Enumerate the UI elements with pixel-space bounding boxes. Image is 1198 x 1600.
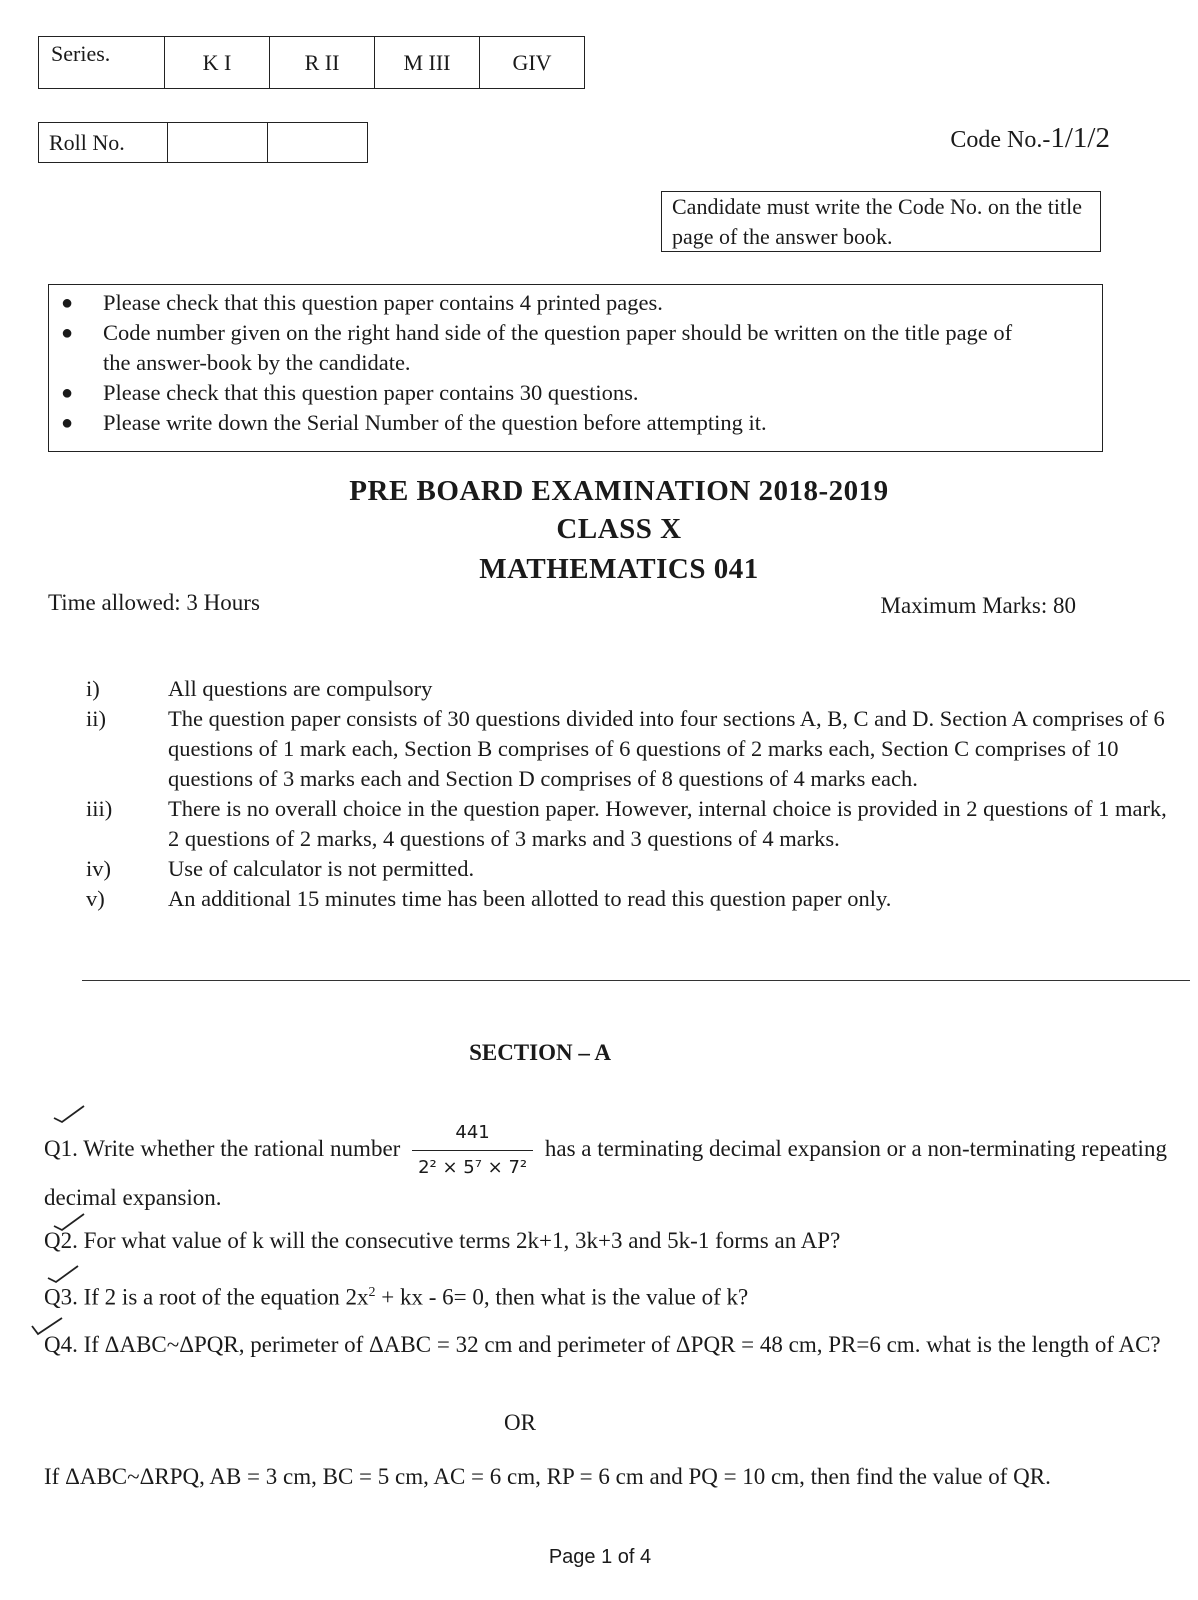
- fraction-numerator: 441: [455, 1122, 490, 1143]
- instruction-item: ● Please write down the Serial Number of the question before attempting it.: [49, 408, 1102, 438]
- tick-mark-icon: [46, 1264, 80, 1284]
- instructions-box: [48, 284, 1103, 452]
- candidate-note-box: Candidate must write the Code No. on the title page of the answer book.: [661, 191, 1101, 252]
- roll-number-box-2: [268, 123, 368, 163]
- question-4: Q4. If ΔABC~ΔPQR, perimeter of ΔABC = 32 cm and perimeter of ΔPQR = 48 cm, PR=6 cm. what is the length of AC?: [44, 1332, 1161, 1357]
- instruction-item: ● Code number given on the right hand side of the question paper should be written on the title page of the answer-book by the candidate.: [61, 320, 1013, 375]
- bullet-icon: ●: [61, 292, 74, 314]
- tick-mark-icon: [52, 1212, 86, 1232]
- question-1-tail: has a terminating decimal expansion or a non-terminating repeating decimal expansion.: [44, 1135, 1167, 1210]
- roll-number-table: [38, 122, 368, 163]
- general-instruction-row: iv) Use of calculator is not permitted.: [86, 856, 475, 881]
- series-code-3: M III: [375, 37, 480, 89]
- question-3: Q3. If 2 is a root of the equation $2x^2$ + kx - 6= 0, then what is the value of k?: [44, 1284, 749, 1310]
- code-number-value: 1/1/2: [1050, 122, 1110, 154]
- time-allowed: Time allowed: 3 Hours: [48, 590, 260, 615]
- roll-number-box-1: [168, 123, 268, 163]
- tick-mark-icon: [52, 1104, 86, 1124]
- series-code-4: GIV: [480, 37, 585, 89]
- general-instruction-row: ii) The question paper consists of 30 questions divided into four sections A, B, C and D. Section A comprises of 6 questions of 1 mark each, Section B comprises of 6 questions of 2 marks each, Section C comprises of 10 questions of 3 marks each and Section D comprises of 8 questions of 4 marks each.: [86, 706, 1165, 791]
- code-number: [950, 122, 1110, 155]
- instruction-item: ● Please check that this question paper contains 30 questions.: [49, 378, 1102, 408]
- general-instruction-row: v) An additional 15 minutes time has been allotted to read this question paper only.: [86, 886, 892, 911]
- bullet-icon: ●: [61, 382, 74, 404]
- general-instruction-row: i) All questions are compulsory: [86, 676, 433, 701]
- general-instructions: [86, 674, 1171, 914]
- series-code-2: R II: [270, 37, 375, 89]
- or-separator: OR: [504, 1410, 536, 1435]
- bullet-icon: ●: [61, 412, 74, 434]
- series-code-1: K I: [165, 37, 270, 89]
- bullet-icon: ●: [61, 322, 74, 344]
- fraction: [412, 1118, 533, 1183]
- code-number-label: Code No.-: [950, 127, 1051, 153]
- general-instruction-row: iii) There is no overall choice in the question paper. However, internal choice is provided in 2 questions of 1 mark, 2 questions of 2 marks, 4 questions of 3 marks and 3 questions of 4 marks.: [86, 796, 1167, 851]
- instruction-item: ● Please check that this question paper contains 4 printed pages.: [49, 288, 1102, 318]
- roll-number-label: Roll No.: [39, 123, 168, 163]
- question-2: Q2. For what value of k will the consecutive terms 2k+1, 3k+3 and 5k-1 forms an AP?: [44, 1228, 841, 1253]
- question-1: [44, 1118, 1179, 1213]
- series-table: [38, 36, 585, 89]
- series-label: Series.: [39, 37, 165, 89]
- page-footer: Page 1 of 4: [548, 1546, 652, 1568]
- question-1-lead: Q1. Write whether the rational number: [44, 1135, 401, 1161]
- subject-title: MATHEMATICS 041: [479, 553, 759, 585]
- divider-line: [82, 980, 1190, 981]
- section-heading: SECTION – A: [469, 1040, 611, 1065]
- exam-title: PRE BOARD EXAMINATION 2018-2019: [349, 475, 889, 507]
- question-4-alternative: If ΔABC~ΔRPQ, AB = 3 cm, BC = 5 cm, AC = 6 cm, RP = 6 cm and PQ = 10 cm, then find the value of QR.: [44, 1464, 1051, 1489]
- class-title: CLASS X: [556, 513, 682, 545]
- fraction-denominator: 2² × 5⁷ × 7²: [412, 1150, 533, 1183]
- tick-mark-icon: [30, 1316, 64, 1336]
- maximum-marks: Maximum Marks: 80: [880, 593, 1076, 618]
